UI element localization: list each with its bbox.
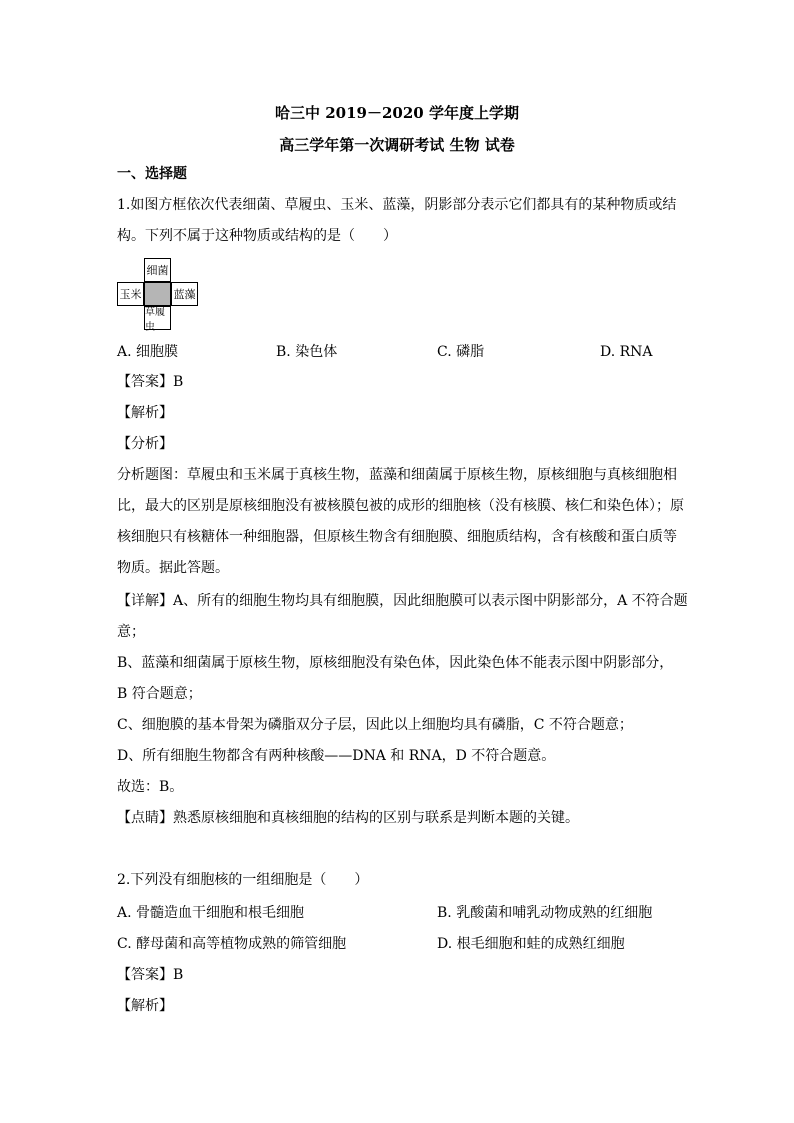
q1-detail-line: B、蓝藻和细菌属于原核生物，原核细胞没有染色体，因此染色体不能表示图中阴影部分， [117, 655, 674, 671]
q1-detail-line: 意； [117, 624, 145, 640]
page-title: 哈三中 2019－2020 学年度上学期 [275, 104, 519, 122]
q1-answer: 【答案】B [117, 374, 184, 390]
q2-jiexi-label: 【解析】 [117, 998, 173, 1014]
q1-analysis-line: 比，最大的区别是原核细胞没有被核膜包被的成形的细胞核（没有核膜、核仁和染色体）；原 [117, 498, 684, 514]
q1-fenxi-label: 【分析】 [117, 436, 173, 452]
q1-option-c: C. 磷脂 [437, 344, 485, 360]
q2-option-b: B. 乳酸菌和哺乳动物成熟的红细胞 [437, 905, 653, 921]
q1-detail-line: C、细胞膜的基本骨架为磷脂双分子层，因此以上细胞均具有磷脂，C 不符合题意； [117, 717, 633, 733]
q1-option-d: D. RNA [600, 344, 653, 360]
q1-analysis-line: 分析题图：草履虫和玉米属于真核生物，蓝藻和细菌属于原核生物，原核细胞与真核细胞相 [117, 467, 677, 483]
q2-option-a: A. 骨髓造血干细胞和根毛细胞 [117, 905, 305, 921]
q2-option-c: C. 酵母菌和高等植物成熟的筛管细胞 [117, 936, 347, 952]
diagram-cell-right: 蓝藻 [171, 282, 198, 306]
q1-detail-line: B 符合题意； [117, 686, 202, 702]
q1-option-a: A. 细胞膜 [117, 344, 179, 360]
q1-detail-line: 故选：B。 [117, 779, 184, 795]
q2-answer: 【答案】B [117, 967, 184, 983]
q1-dianjing: 【点睛】熟悉原核细胞和真核细胞的结构的区别与联系是判断本题的关键。 [117, 810, 579, 826]
q1-detail-line: 【详解】A、所有的细胞生物均具有细胞膜，因此细胞膜可以表示图中阴影部分，A 不符合题 [117, 593, 688, 609]
q2-option-d: D. 根毛细胞和蛙的成熟红细胞 [437, 936, 625, 952]
diagram-cell-left: 玉米 [117, 282, 144, 306]
q2-stem: 2.下列没有细胞核的一组细胞是（ ） [117, 872, 369, 888]
q1-stem-line-1: 1.如图方框依次代表细菌、草履虫、玉米、蓝藻，阴影部分表示它们都具有的某种物质或结 [117, 197, 677, 213]
diagram-cell-bottom: 草履虫 [144, 306, 171, 330]
section-heading: 一、选择题 [117, 166, 187, 182]
q1-analysis-line: 物质。据此答题。 [117, 560, 229, 576]
cross-diagram [117, 258, 201, 333]
q1-detail-line: D、所有细胞生物都含有两种核酸——DNA 和 RNA，D 不符合题意。 [117, 748, 556, 764]
q1-jiexi-label: 【解析】 [117, 405, 173, 421]
page-subtitle: 高三学年第一次调研考试 生物 试卷 [279, 136, 515, 154]
diagram-cell-top: 细菌 [144, 258, 171, 282]
q1-stem-line-2: 构。下列不属于这种物质或结构的是（ ） [117, 228, 397, 244]
q1-option-b: B. 染色体 [276, 344, 338, 360]
q1-analysis-line: 核细胞只有核糖体一种细胞器，但原核生物含有细胞膜、细胞质结构，含有核酸和蛋白质等 [117, 529, 677, 545]
